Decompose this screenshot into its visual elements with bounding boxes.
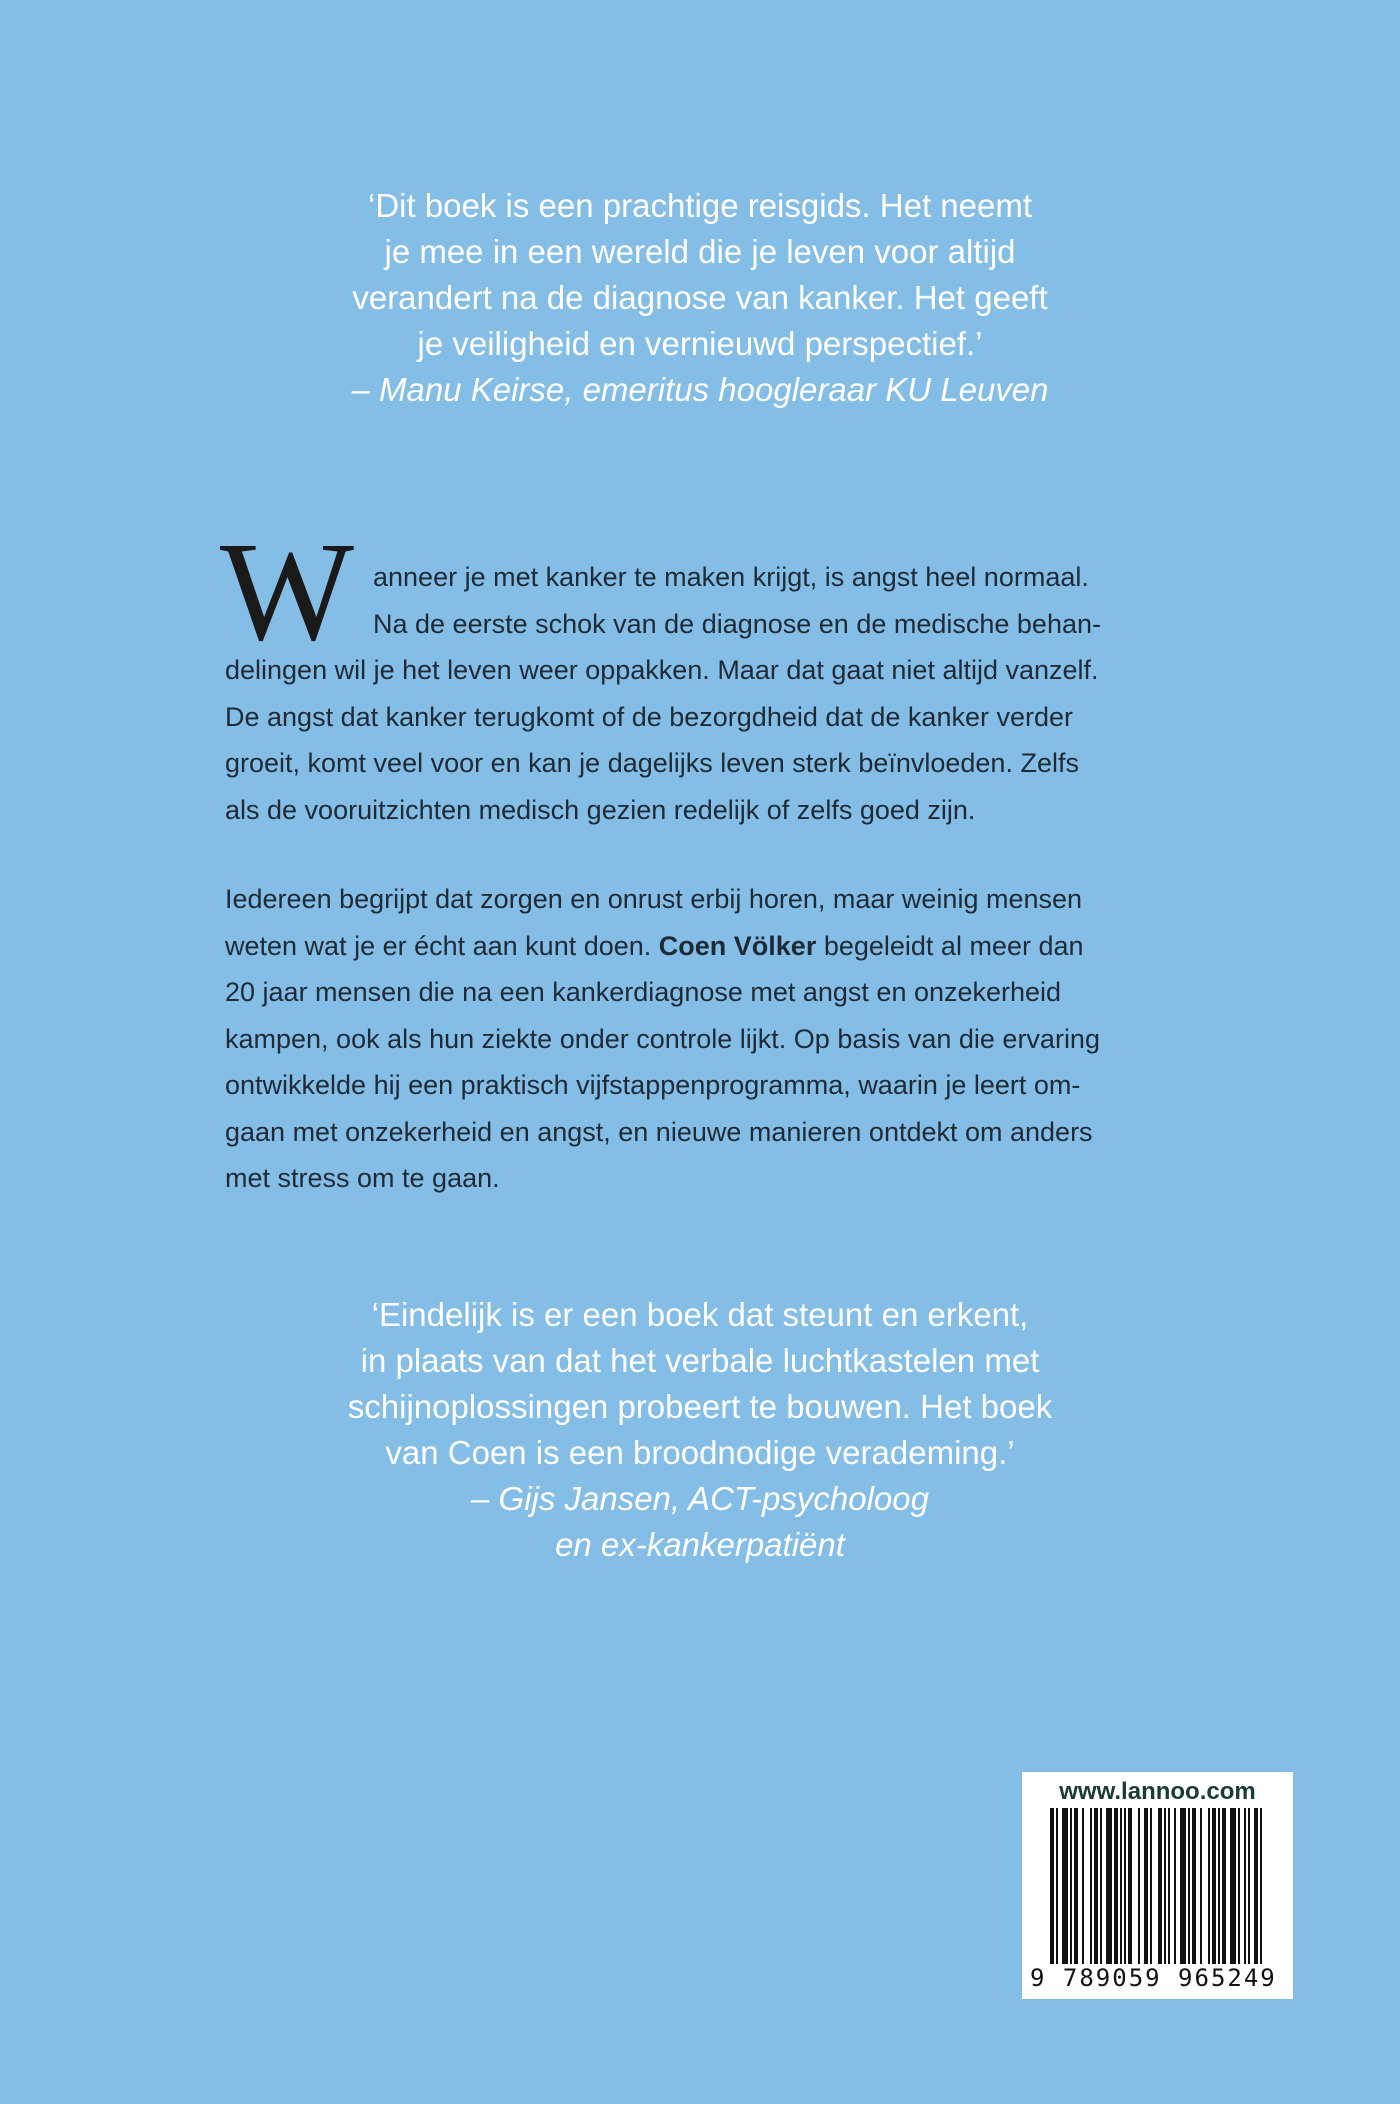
quote-line: ‘Eindelijk is er een boek dat steunt en erkent, (371, 1296, 1029, 1333)
paragraph-line: De angst dat kanker terugkomt of de bezorgdheid dat de kanker verder (225, 701, 1074, 732)
text-run: weten wat je er écht aan kunt doen. (225, 930, 659, 961)
barcode-bar (1260, 1808, 1262, 1964)
barcode-bar (1150, 1808, 1152, 1964)
barcode-bar (1082, 1808, 1084, 1964)
barcode-bar (1248, 1808, 1250, 1964)
quote-line: verandert na de diagnose van kanker. Het geeft (352, 279, 1048, 316)
barcode-bar (1174, 1808, 1176, 1964)
paragraph-line: groeit, komt veel voor en kan je dagelijks leven sterk beïnvloeden. Zelfs (225, 748, 1079, 778)
barcode-bar (1244, 1808, 1246, 1964)
quote-line: in plaats van dat het verbale luchtkastelen met (360, 1342, 1040, 1379)
barcode-bar (1138, 1808, 1140, 1964)
isbn-number: 9 789059 965249 (1030, 1964, 1277, 1992)
barcode-bar (1094, 1808, 1098, 1964)
barcode-icon (1050, 1808, 1264, 1964)
quote-line: ‘Dit boek is een prachtige reisgids. Het neemt (368, 187, 1032, 224)
publisher-url[interactable]: www.lannoo.com (1059, 1778, 1256, 1805)
paragraph-line: met stress om te gaan. (225, 1163, 500, 1193)
paragraph-line (225, 923, 1185, 970)
barcode-bar (1188, 1808, 1190, 1964)
barcode-bar (1208, 1808, 1210, 1964)
barcode-bar (1070, 1808, 1072, 1964)
barcode-bar (1238, 1808, 1240, 1964)
quote-line: schijnoplossingen probeert te bouwen. Het boek (347, 1388, 1053, 1425)
paragraph-line: gaan met onzekerheid en angst, en nieuwe manieren ontdekt om anders (225, 1116, 1093, 1147)
barcode-bar (1200, 1808, 1202, 1964)
quote-line: je veiligheid en vernieuwd perspectief.’ (417, 325, 983, 362)
top-quote (0, 183, 1400, 413)
barcode-bar (1212, 1808, 1216, 1964)
barcode-bar (1254, 1808, 1258, 1964)
barcode-bar (1074, 1808, 1078, 1964)
barcode-bar (1168, 1808, 1170, 1964)
barcode-bar (1114, 1808, 1118, 1964)
paragraph-line: Na de eerste schok van de diagnose en de medische behan- (373, 608, 1101, 639)
author-name: Coen Völker (658, 930, 817, 961)
barcode-bar (1128, 1808, 1132, 1964)
paragraph-line: delingen wil je het leven weer oppakken. Maar dat gaat niet altijd vanzelf. (225, 655, 1099, 685)
barcode-bar (1050, 1808, 1054, 1964)
drop-cap: W (220, 512, 355, 670)
paragraph-line: ontwikkelde hij een praktisch vijfstappenprogramma, waarin je leert om- (225, 1070, 1081, 1100)
barcode-bar (1106, 1808, 1112, 1964)
paragraph-line: 20 jaar mensen die na een kankerdiagnose met angst en onzekerheid (225, 977, 1062, 1007)
paragraph-line: kampen, ook als hun ziekte onder controle lijkt. Op basis van die ervaring (225, 1023, 1100, 1054)
barcode-bar (1100, 1808, 1102, 1964)
barcode-bar (1158, 1808, 1162, 1964)
quote-attribution: – Gijs Jansen, ACT-psycholoog (471, 1480, 929, 1517)
barcode-bar (1180, 1808, 1186, 1964)
barcode-bar (1164, 1808, 1166, 1964)
paragraph-line: Iedereen begrijpt dat zorgen en onrust erbij horen, maar weinig mensen (225, 884, 1083, 914)
quote-attribution: – Manu Keirse, emeritus hoogleraar KU Leuven (351, 371, 1049, 408)
barcode-panel (1022, 1772, 1293, 1999)
barcode-bar (1230, 1808, 1236, 1964)
barcode-bar (1120, 1808, 1122, 1964)
text-run: begeleidt al meer dan (816, 930, 1084, 961)
paragraph-line: anneer je met kanker te maken krijgt, is angst heel normaal. (373, 562, 1089, 592)
barcode-bar (1222, 1808, 1226, 1964)
barcode-bar (1062, 1808, 1068, 1964)
bottom-quote (0, 1292, 1400, 1568)
barcode-bar (1192, 1808, 1196, 1964)
barcode-bar (1144, 1808, 1148, 1964)
quote-line: van Coen is een broodnodige verademing.’ (385, 1434, 1015, 1471)
barcode-bar (1090, 1808, 1092, 1964)
barcode-bar (1124, 1808, 1126, 1964)
blurb-paragraph-2 (225, 876, 1185, 1202)
paragraph-line: als de vooruitzichten medisch gezien redelijk of zelfs goed zijn. (225, 794, 976, 825)
barcode-bar (1056, 1808, 1058, 1964)
barcode-bar (1218, 1808, 1220, 1964)
blurb-paragraph-1 (225, 554, 1185, 833)
quote-line: je mee in een wereld die je leven voor altijd (384, 233, 1016, 270)
quote-attribution: en ex-kankerpatiënt (555, 1526, 845, 1563)
